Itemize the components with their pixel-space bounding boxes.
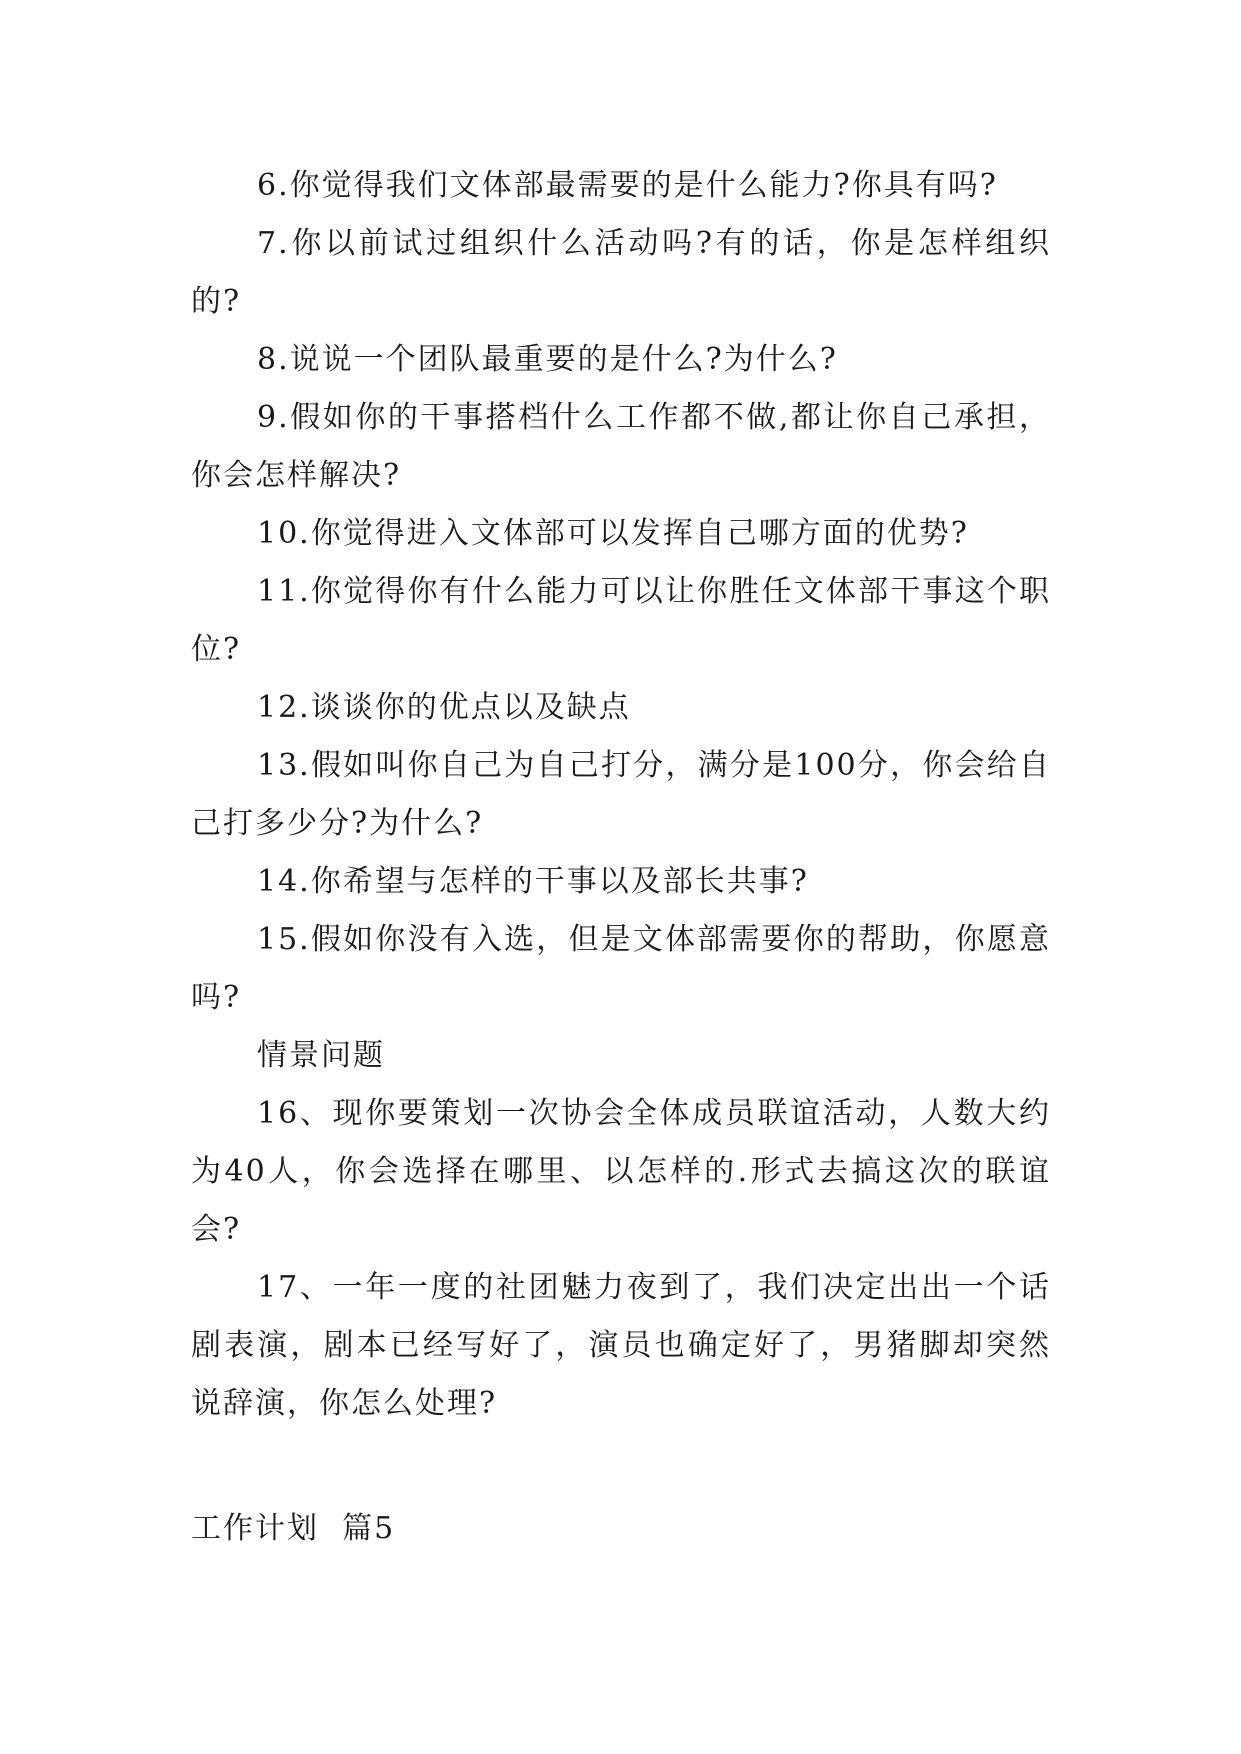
document-body xyxy=(191,157,1051,1433)
question-14: 14.你希望与怎样的干事以及部长共事? xyxy=(257,864,809,899)
question-7: 7.你以前试过组织什么活动吗?有的话，你是怎样组织的? xyxy=(191,226,1051,319)
section-heading: 工作计划 篇5 xyxy=(191,1511,396,1546)
question-8: 8.说说一个团队最重要的是什么?为什么? xyxy=(257,342,838,377)
question-6: 6.你觉得我们文体部最需要的是什么能力?你具有吗? xyxy=(257,168,998,203)
question-10: 10.你觉得进入文体部可以发挥自己哪方面的优势? xyxy=(257,516,969,551)
question-9: 9.假如你的干事搭档什么工作都不做,都让你自己承担，你会怎样解决? xyxy=(191,400,1051,493)
question-16: 16、现你要策划一次协会全体成员联谊活动，人数大约为40人，你会选择在哪里、以怎样的.形式去搞这次的联谊会? xyxy=(191,1096,1051,1247)
question-17: 17、一年一度的社团魅力夜到了，我们决定出出一个话剧表演，剧本已经写好了，演员也确定好了，男猪脚却突然说辞演，你怎么处理? xyxy=(191,1270,1051,1421)
scenario-questions-label: 情景问题 xyxy=(257,1038,385,1073)
question-12: 12.谈谈你的优点以及缺点 xyxy=(257,690,631,725)
question-13: 13.假如叫你自己为自己打分，满分是100分，你会给自己打多少分?为什么? xyxy=(191,748,1051,841)
question-11: 11.你觉得你有什么能力可以让你胜任文体部干事这个职位? xyxy=(191,574,1051,667)
question-15: 15.假如你没有入选，但是文体部需要你的帮助，你愿意吗? xyxy=(191,922,1051,1015)
